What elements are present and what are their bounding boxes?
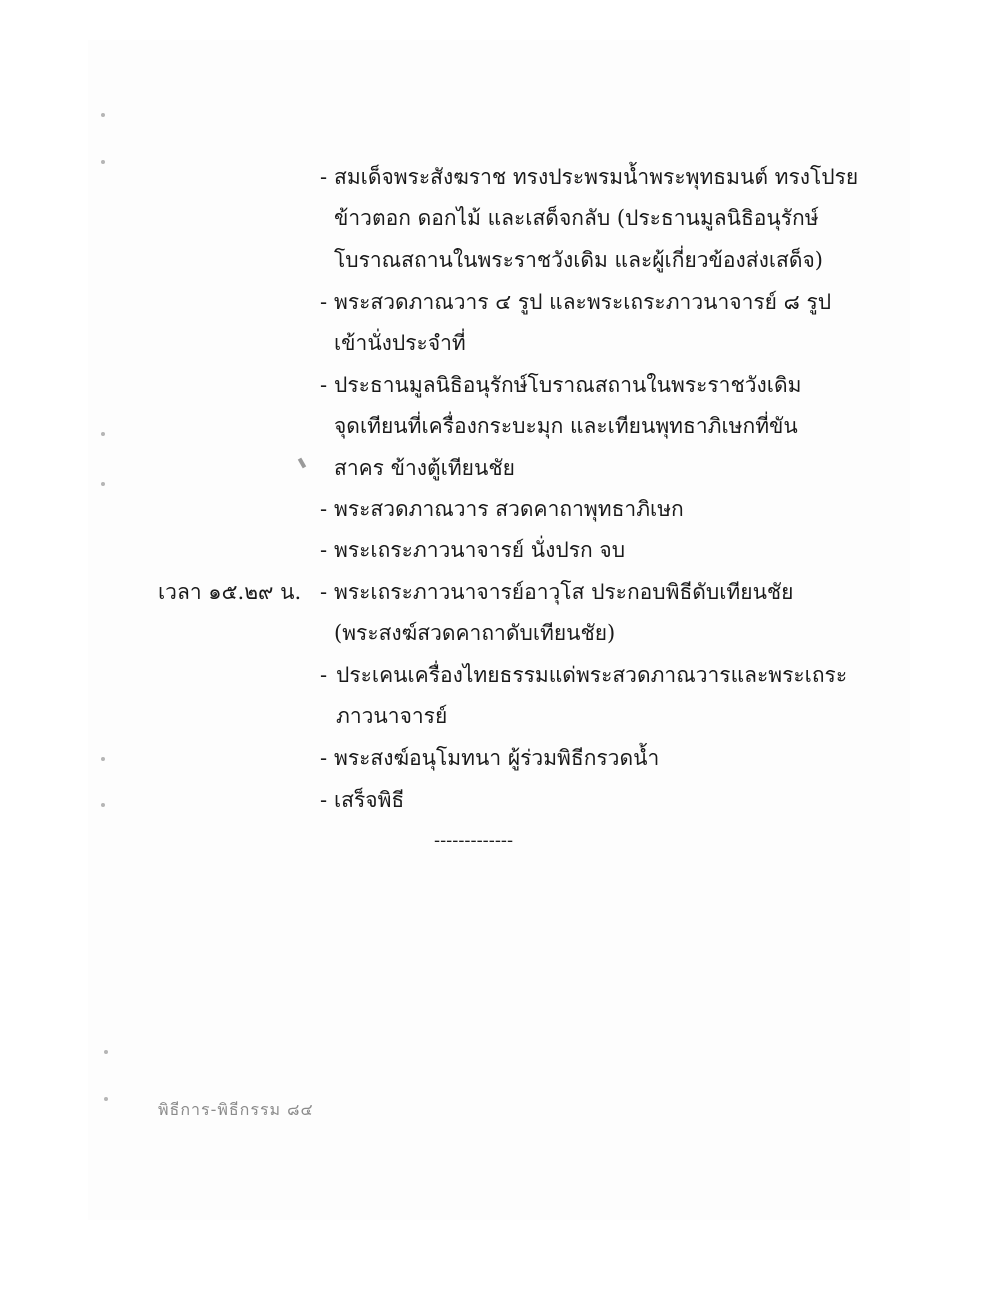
margin-speck xyxy=(101,160,105,164)
margin-speck xyxy=(101,432,105,436)
bullet-dash: - xyxy=(320,373,328,397)
bullet-dash: - xyxy=(320,290,328,314)
bullet-dash: - xyxy=(320,663,328,687)
margin-speck xyxy=(101,803,105,807)
item-3-line-2: จุดเทียนที่เครื่องกระบะมุก และเทียนพุทธาภิเษกที่ขัน xyxy=(334,414,798,438)
bullet-dash: - xyxy=(320,538,328,562)
item-1-line-3: โบราณสถานในพระราชวังเดิม และผู้เกี่ยวข้องส่งเสด็จ) xyxy=(334,248,823,272)
end-rule: ------------- xyxy=(434,830,514,851)
item-2-line-2: เข้านั่งประจำที่ xyxy=(334,331,466,355)
item-7-line-1: ประเคนเครื่องไทยธรรมแด่พระสวดภาณวารและพระเถระ xyxy=(336,663,848,687)
item-1-line-1: สมเด็จพระสังฆราช ทรงประพรมน้ำพระพุทธมนต์ ทรงโปรย xyxy=(334,165,859,189)
item-8-line-1: พระสงฆ์อนุโมทนา ผู้ร่วมพิธีกรวดน้ำ xyxy=(334,746,660,770)
bullet-dash: - xyxy=(320,746,328,770)
margin-speck xyxy=(101,482,105,486)
item-7-line-2: ภาวนาจารย์ xyxy=(336,704,448,728)
bullet-dash: - xyxy=(320,165,328,189)
page-footer: พิธีการ-พิธีกรรม ๘๔ xyxy=(158,1100,314,1119)
item-5-line-1: พระเถระภาวนาจารย์ นั่งปรก จบ xyxy=(334,538,626,562)
margin-speck xyxy=(101,113,105,117)
item-3-line-3: สาคร ข้างตู้เทียนชัย xyxy=(334,456,515,480)
margin-speck xyxy=(104,1097,108,1101)
item-1-line-2: ข้าวตอก ดอกไม้ และเสด็จกลับ (ประธานมูลนิธิอนุรักษ์ xyxy=(334,206,819,230)
bullet-dash: - xyxy=(320,788,328,812)
item-4-line-1: พระสวดภาณวาร สวดคาถาพุทธาภิเษก xyxy=(334,497,684,521)
item-3-line-1: ประธานมูลนิธิอนุรักษ์โบราณสถานในพระราชวังเดิม xyxy=(334,373,802,397)
bullet-dash: - xyxy=(320,497,328,521)
item-2-line-1: พระสวดภาณวาร ๔ รูป และพระเถระภาวนาจารย์ ๘ รูป xyxy=(334,290,832,314)
item-6-line-2: (พระสงฆ์สวดคาถาดับเทียนชัย) xyxy=(334,621,616,645)
item-6-line-1: พระเถระภาวนาจารย์อาวุโส ประกอบพิธีดับเทียนชัย xyxy=(334,580,794,604)
time-label: เวลา ๑๕.๒๙ น. xyxy=(158,580,302,604)
bullet-dash: - xyxy=(320,580,328,604)
margin-speck xyxy=(101,757,105,761)
margin-speck xyxy=(104,1050,108,1054)
item-9-line-1: เสร็จพิธี xyxy=(334,788,405,812)
